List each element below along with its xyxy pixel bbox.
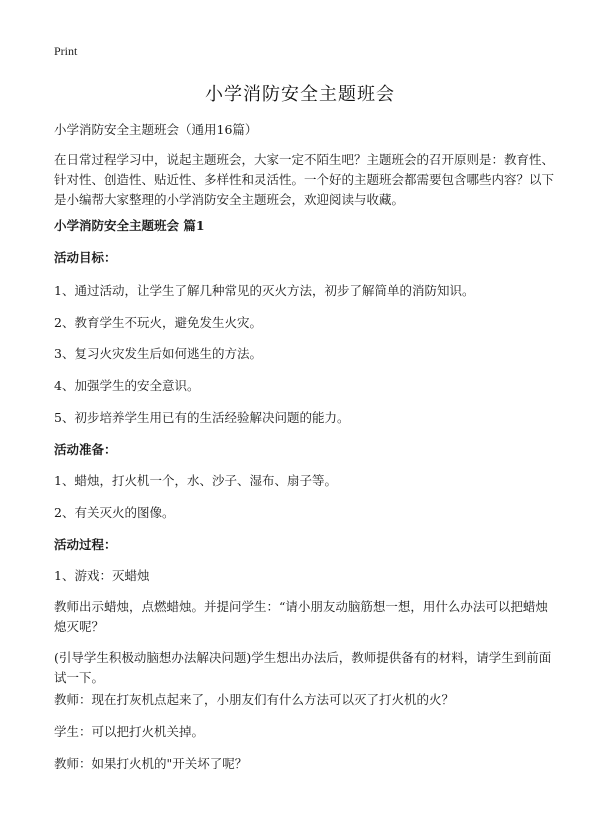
intro-paragraph: 在日常过程学习中，说起主题班会，大家一定不陌生吧？主题班会的召开原则是：教育性、针对性、创造性、贴近性、多样性和灵活性。一个好的主题班会都需要包含哪些内容？以下是小编帮大家整理的小学消防安全主题班会，欢迎阅读与收藏。	[54, 152, 555, 207]
prep-item: 2、有关灭火的图像。	[54, 505, 175, 520]
prep-heading: 活动准备：	[54, 442, 117, 457]
goal-item: 2、教育学生不玩火，避免发生火灾。	[54, 315, 262, 330]
goal-item: 4、加强学生的安全意识。	[54, 378, 200, 393]
goal-item: 5、初步培养学生用已有的生活经验解决问题的能力。	[54, 410, 350, 425]
goal-item: 3、复习火灾发生后如何逃生的方法。	[54, 346, 262, 361]
prep-item: 1、蜡烛，打火机一个，水、沙子、湿布、扇子等。	[54, 473, 337, 488]
process-paragraph: 教师：现在打灰机点起来了，小朋友们有什么方法可以灭了打火机的火？	[54, 692, 455, 707]
process-paragraph: 学生：可以把打火机关掉。	[54, 724, 205, 739]
process-paragraph: 教师出示蜡烛，点燃蜡烛。并提问学生：“请小朋友动脑筋想一想，用什么办法可以把蜡烛熄灭呢？	[54, 599, 548, 634]
process-item: 1、游戏：灭蜡烛	[54, 568, 150, 583]
page-title: 小学消防安全主题班会	[205, 84, 395, 105]
goal-item: 1、通过活动，让学生了解几种常见的灭火方法，初步了解简单的消防知识。	[54, 283, 475, 298]
process-paragraph: 教师：如果打火机的"开关坏了呢？	[54, 756, 248, 771]
process-paragraph: (引导学生积极动脑想办法解决问题)学生想出办法后，教师提供备有的材料，请学生到前面试一下。	[54, 650, 552, 685]
goals-heading: 活动目标：	[54, 250, 117, 265]
document-subtitle: 小学消防安全主题班会（通用16篇）	[54, 122, 258, 137]
section-heading: 小学消防安全主题班会 篇1	[54, 218, 205, 233]
print-link[interactable]: Print	[54, 44, 78, 58]
process-heading: 活动过程：	[54, 537, 117, 552]
